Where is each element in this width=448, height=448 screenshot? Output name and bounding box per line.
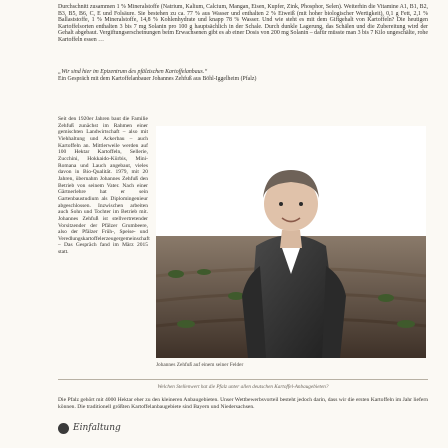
photo-caption: Johannes Zehfuß auf einem seiner Felder (156, 362, 244, 368)
farmer-photo-illustration (156, 126, 426, 358)
interview-intro (58, 69, 428, 82)
interview-question: Welchen Stellenwert hat die Pfalz unter allen deutschen Kartoffel-Anbaugebieten? (157, 384, 329, 390)
section-divider (58, 379, 428, 380)
pull-quote-credit: Ein Gespräch mit dem Kartoffelanbauer Johannes Zehfuß aus Böhl-Iggelheim (Pfalz) (58, 75, 257, 82)
body-column: Seit den 1920er Jahren baut die Familie Zehfuß zunächst im Rahmen einer gemischten Landwirtschaft – also mit Viehhaltung und Ackerbau – auch Kartoffeln an. Mittlerweile werden auf 100 Hektar Kartoffeln, Sellerie, Zucchini, Hokkaido-Kürbis, Mini-Romana und Lauch angebaut, vieles davon in Bio-Qualität. 1979, mit 20 Jahren, übernahm Johannes Zehfuß den Betrieb von seinem Vater. Nach einer Gärtnerlehre hat er sein Gartenbaustudium als Diplomingenieur abgeschlossen. Inzwischen arbeiten auch Sohn und Tochter im Betrieb mit. Johannes Zehfuß ist stellvertretender Vorsitzender der Pfälzer Grumbeere, also der Pfälzer Früh-, Speise- und Veredlungskartoffelerzeugergemeinschaft – Das Gespräch fand im März 2015 statt. (58, 116, 150, 256)
farmer-photo (156, 126, 426, 358)
pull-quote: „Wir sind hier im Epizentrum des pfälzischen Kartoffelanbaus.“ (58, 69, 208, 75)
interview-answer: Die Pfalz gehört mit 4000 Hektar eher zu den kleineren Anbaugebieten. Unser Wettbewerbsvorteil besteht jedoch darin, dass wir die ersten Kartoffeln im Jahr liefern können. Die traditionell größten Kartoffelanbaugebiete sind Bayern und Niedersachsen. (58, 397, 428, 410)
logo-text: Einfaltung (73, 423, 121, 433)
lead-paragraph: Durchschnitt zusammen 1 % Mineralstoffe (Natrium, Kalium, Calcium, Mangan, Eisen, Kupfer, Zink, Phosphor, Selen). Weiterhin die Vitamine A1, B1, B2, B3, B5, B6, C, E und Folsäure. Sie bestehen zu ca. 77 % aus Wasser und enthalten 2 % Eiweiß (mit hoher biologischer Wertigkeit), 0,1 g Fett, 2,1 % Ballaststoffe, 1 % Mineralstoffe, 14,8 % Kohlenhydrate und knapp 78 % Wasser. Und wie steht es mit dem Giftgehalt von Kartoffeln? Die heutigen Kartoffelsorten enthalten 3 bis 7 mg Solanin pro 100 g hauptsächlich in der Schale. Durch dunkle Lagerung, das Schälen und die Zubereitung wird der Gehalt abgebaut. Vergiftungserscheinungen beim Erwachsenen gibt es ab einer Dosis von 200 mg Solanin – dafür müsste man 3 bis 7 Kilo ungeschälte, rohe Kartoffeln essen … (58, 4, 428, 43)
logo-dot-icon (58, 423, 69, 434)
publisher-logo (58, 420, 121, 436)
